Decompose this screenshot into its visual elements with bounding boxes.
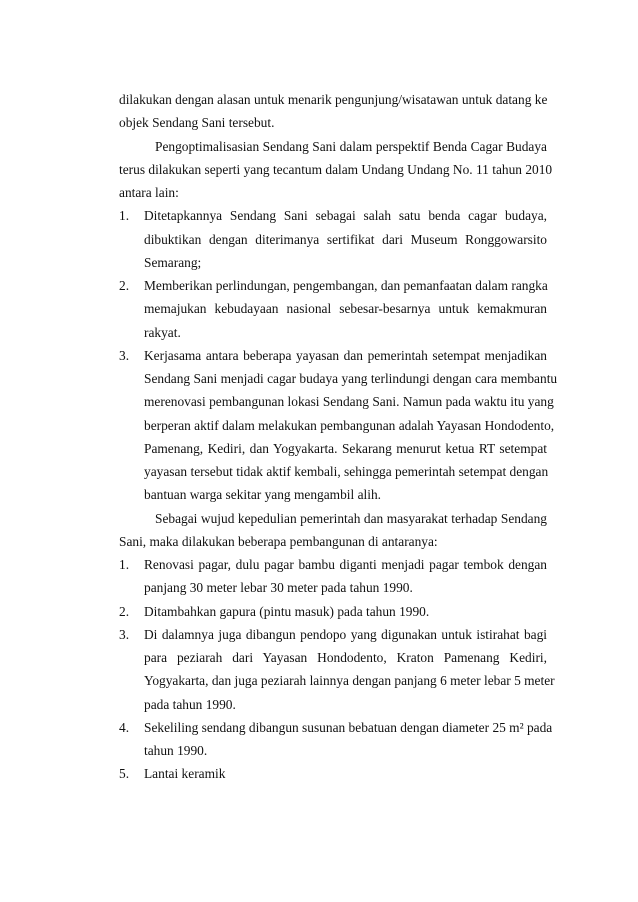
list-number: 4. xyxy=(119,719,130,735)
text-line: bantuan warga sekitar yang mengambil alih. xyxy=(144,487,381,503)
text-line: antara lain: xyxy=(119,185,179,200)
text-line: Lantai keramik xyxy=(144,766,226,782)
text-line: Ditambahkan gapura (pintu masuk) pada tahun 1990. xyxy=(144,603,430,619)
paragraph-intro xyxy=(119,88,547,135)
text-line: tahun 1990. xyxy=(144,743,208,758)
list-item xyxy=(119,274,547,344)
text-line: Renovasi pagar, dulu pagar bambu diganti menjadi pagar tembok dengan xyxy=(144,557,547,572)
list-item xyxy=(119,600,547,623)
list-item xyxy=(119,762,547,785)
list-item xyxy=(119,553,547,600)
text-line: Ditetapkannya Sendang Sani sebagai salah satu benda cagar budaya, xyxy=(144,208,547,224)
list-number: 3. xyxy=(119,626,130,642)
text-line: dibuktikan dengan diterimanya sertifikat dari Museum Ronggowarsito xyxy=(144,231,547,247)
text-line: Kerjasama antara beberapa yayasan dan pemerintah setempat menjadikan xyxy=(144,347,547,363)
list-pembangunan xyxy=(119,553,555,786)
text-line: Pengoptimalisasian Sendang Sani dalam perspektif Benda Cagar Budaya xyxy=(155,138,547,154)
text-line: Pamenang, Kediri, dan Yogyakarta. Sekarang menurut ketua RT setempat xyxy=(144,440,547,456)
text-line: para peziarah dari Yayasan Hondodento, Kraton Pamenang Kediri, xyxy=(144,650,547,665)
list-number: 5. xyxy=(119,766,130,782)
paragraph-development xyxy=(119,507,547,554)
text-line: Semarang; xyxy=(144,254,202,270)
list-cagar-budaya xyxy=(119,204,558,506)
text-line: Yogyakarta, dan juga peziarah lainnya dengan panjang 6 meter lebar 5 meter xyxy=(144,673,555,689)
list-number: 2. xyxy=(119,603,130,619)
text-line: pada tahun 1990. xyxy=(144,696,236,712)
text-line: merenovasi pembangunan lokasi Sendang Sani. Namun pada waktu itu yang xyxy=(144,394,554,410)
document-body xyxy=(119,88,558,786)
text-line: panjang 30 meter lebar 30 meter pada tahun 1990. xyxy=(144,580,413,596)
list-item xyxy=(119,204,547,274)
text-line: Sekeliling sendang dibangun susunan bebatuan dengan diameter 25 m² pada xyxy=(144,719,553,735)
text-line: berperan aktif dalam melakukan pembangunan adalah Yayasan Hondodento, xyxy=(144,417,555,433)
list-number: 1. xyxy=(119,208,130,224)
text-line: dilakukan dengan alasan untuk menarik pengunjung/wisatawan untuk datang ke xyxy=(119,92,548,107)
text-line: yayasan tersebut tidak aktif kembali, sehingga pemerintah setempat dengan xyxy=(144,464,549,479)
text-line: Sani, maka dilakukan beberapa pembangunan di antaranya: xyxy=(119,533,438,549)
text-line: Sendang Sani menjadi cagar budaya yang terlindungi dengan cara membantu xyxy=(144,371,558,386)
list-number: 2. xyxy=(119,278,130,293)
list-number: 3. xyxy=(119,347,130,363)
text-line: rakyat. xyxy=(144,324,181,340)
list-item xyxy=(119,716,553,763)
list-item xyxy=(119,623,555,716)
text-line: objek Sendang Sani tersebut. xyxy=(119,115,275,131)
text-line: Memberikan perlindungan, pengembangan, dan pemanfaatan dalam rangka xyxy=(144,278,548,293)
paragraph-optimization xyxy=(119,135,553,205)
text-line: terus dilakukan seperti yang tecantum dalam Undang Undang No. 11 tahun 2010 xyxy=(119,161,553,177)
text-line: Sebagai wujud kepedulian pemerintah dan masyarakat terhadap Sendang xyxy=(155,510,547,526)
list-item xyxy=(119,344,558,507)
list-number: 1. xyxy=(119,557,130,572)
text-line: memajukan kebudayaan nasional sebesar-besarnya untuk kemakmuran xyxy=(144,301,547,317)
text-line: Di dalamnya juga dibangun pendopo yang digunakan untuk istirahat bagi xyxy=(144,626,547,642)
